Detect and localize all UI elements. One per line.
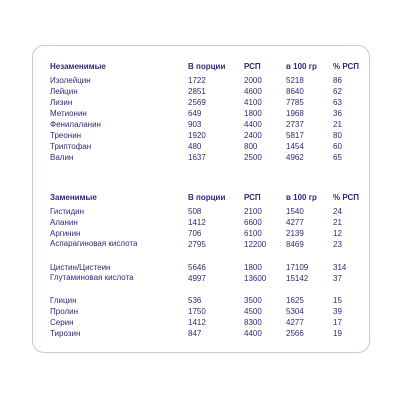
table-row	[33, 207, 369, 217]
table-header	[33, 62, 369, 72]
rda-percent-value: 21	[333, 120, 342, 129]
rda-percent-value: 314	[333, 263, 347, 272]
rda-value: 2400	[244, 131, 262, 140]
per-serving-value: 706	[188, 229, 202, 238]
rda-percent-value: 17	[333, 318, 342, 327]
table-row	[33, 120, 369, 130]
per-100g-value: 1454	[286, 142, 304, 151]
rda-value: 4400	[244, 120, 262, 129]
amino-acid-name: Аргинин	[50, 229, 81, 238]
per-100g-value: 17109	[286, 263, 309, 272]
amino-acid-name: Пролин	[50, 307, 79, 316]
header-per-100g: в 100 гр	[286, 62, 317, 71]
rda-value: 4500	[244, 307, 262, 316]
header-per-serving: В порции	[188, 193, 226, 202]
per-100g-value: 5817	[286, 131, 304, 140]
per-100g-value: 8469	[286, 240, 304, 249]
amino-acid-name: Аспарагиновая кислота	[50, 239, 138, 248]
rda-percent-value: 24	[333, 207, 342, 216]
rda-percent-value: 63	[333, 98, 342, 107]
rda-value: 13600	[244, 274, 267, 283]
rda-percent-value: 60	[333, 142, 342, 151]
rda-value: 4400	[244, 329, 262, 338]
amino-acid-name: Триптофан	[50, 142, 92, 151]
table-row	[33, 274, 369, 294]
per-serving-value: 4997	[188, 274, 206, 283]
per-100g-value: 2566	[286, 329, 304, 338]
per-100g-value: 4277	[286, 318, 304, 327]
amino-acid-name: Глутаминовая кислота	[50, 273, 134, 282]
per-serving-value: 2795	[188, 240, 206, 249]
table-row	[33, 307, 369, 317]
header-group-label: Заменимые	[50, 193, 97, 202]
per-100g-value: 4277	[286, 218, 304, 227]
rda-value: 4100	[244, 98, 262, 107]
header-rda-percent: % РСП	[333, 62, 359, 71]
table-header	[33, 193, 369, 203]
table-row	[33, 142, 369, 152]
rda-percent-value: 36	[333, 109, 342, 118]
per-100g-value: 5304	[286, 307, 304, 316]
per-100g-value: 7785	[286, 98, 304, 107]
table-row	[33, 240, 369, 260]
header-per-100g: в 100 гр	[286, 193, 317, 202]
table-row	[33, 98, 369, 108]
rda-percent-value: 39	[333, 307, 342, 316]
header-rda: РСП	[244, 193, 261, 202]
amino-acid-name: Фенилаланин	[50, 120, 101, 129]
table-row	[33, 318, 369, 328]
table-row	[33, 229, 369, 239]
per-100g-value: 2737	[286, 120, 304, 129]
rda-percent-value: 37	[333, 274, 342, 283]
per-100g-value: 1540	[286, 207, 304, 216]
amino-acid-name: Цистин/Цистеин	[50, 263, 111, 272]
header-rda-percent: % РСП	[333, 193, 359, 202]
rda-value: 2100	[244, 207, 262, 216]
rda-value: 3500	[244, 296, 262, 305]
table-row	[33, 131, 369, 141]
rda-percent-value: 86	[333, 76, 342, 85]
rda-value: 2000	[244, 76, 262, 85]
amino-acid-name: Глицин	[50, 296, 77, 305]
header-rda: РСП	[244, 62, 261, 71]
rda-value: 12200	[244, 240, 267, 249]
per-100g-value: 1968	[286, 109, 304, 118]
rda-value: 8300	[244, 318, 262, 327]
rda-value: 4600	[244, 87, 262, 96]
rda-percent-value: 19	[333, 329, 342, 338]
table-row	[33, 109, 369, 119]
rda-percent-value: 21	[333, 218, 342, 227]
table-row	[33, 153, 369, 163]
table-row	[33, 76, 369, 86]
per-100g-value: 4962	[286, 153, 304, 162]
per-100g-value: 5218	[286, 76, 304, 85]
rda-value: 1800	[244, 263, 262, 272]
per-100g-value: 8640	[286, 87, 304, 96]
per-serving-value: 1412	[188, 318, 206, 327]
per-serving-value: 2569	[188, 98, 206, 107]
rda-percent-value: 15	[333, 296, 342, 305]
per-serving-value: 2851	[188, 87, 206, 96]
amino-acid-name: Лизин	[50, 98, 73, 107]
per-serving-value: 649	[188, 109, 202, 118]
table-row	[33, 263, 369, 273]
header-per-serving: В порции	[188, 62, 226, 71]
per-serving-value: 1637	[188, 153, 206, 162]
per-serving-value: 1920	[188, 131, 206, 140]
rda-value: 800	[244, 142, 258, 151]
rda-percent-value: 62	[333, 87, 342, 96]
amino-acid-name: Серин	[50, 318, 74, 327]
rda-value: 2500	[244, 153, 262, 162]
table-row	[33, 329, 369, 339]
per-100g-value: 15142	[286, 274, 309, 283]
per-100g-value: 1625	[286, 296, 304, 305]
per-serving-value: 903	[188, 120, 202, 129]
rda-value: 6100	[244, 229, 262, 238]
header-group-label: Незаменимые	[50, 62, 106, 71]
amino-acid-card	[32, 45, 370, 353]
table-row	[33, 296, 369, 306]
per-100g-value: 2139	[286, 229, 304, 238]
table-row	[33, 218, 369, 228]
amino-acid-name: Лейцин	[50, 87, 78, 96]
amino-acid-name: Треонин	[50, 131, 82, 140]
amino-acid-name: Аланин	[50, 218, 78, 227]
rda-percent-value: 23	[333, 240, 342, 249]
rda-percent-value: 65	[333, 153, 342, 162]
rda-value: 1800	[244, 109, 262, 118]
rda-value: 6600	[244, 218, 262, 227]
amino-acid-name: Метионин	[50, 109, 87, 118]
rda-percent-value: 12	[333, 229, 342, 238]
per-serving-value: 508	[188, 207, 202, 216]
amino-acid-name: Изолейцин	[50, 76, 91, 85]
per-serving-value: 1750	[188, 307, 206, 316]
per-serving-value: 1412	[188, 218, 206, 227]
amino-acid-name: Тирозин	[50, 329, 81, 338]
amino-acid-name: Валин	[50, 153, 74, 162]
table-row	[33, 87, 369, 97]
per-serving-value: 847	[188, 329, 202, 338]
amino-acid-name: Гистидин	[50, 207, 85, 216]
per-serving-value: 536	[188, 296, 202, 305]
per-serving-value: 480	[188, 142, 202, 151]
per-serving-value: 5646	[188, 263, 206, 272]
per-serving-value: 1722	[188, 76, 206, 85]
rda-percent-value: 80	[333, 131, 342, 140]
